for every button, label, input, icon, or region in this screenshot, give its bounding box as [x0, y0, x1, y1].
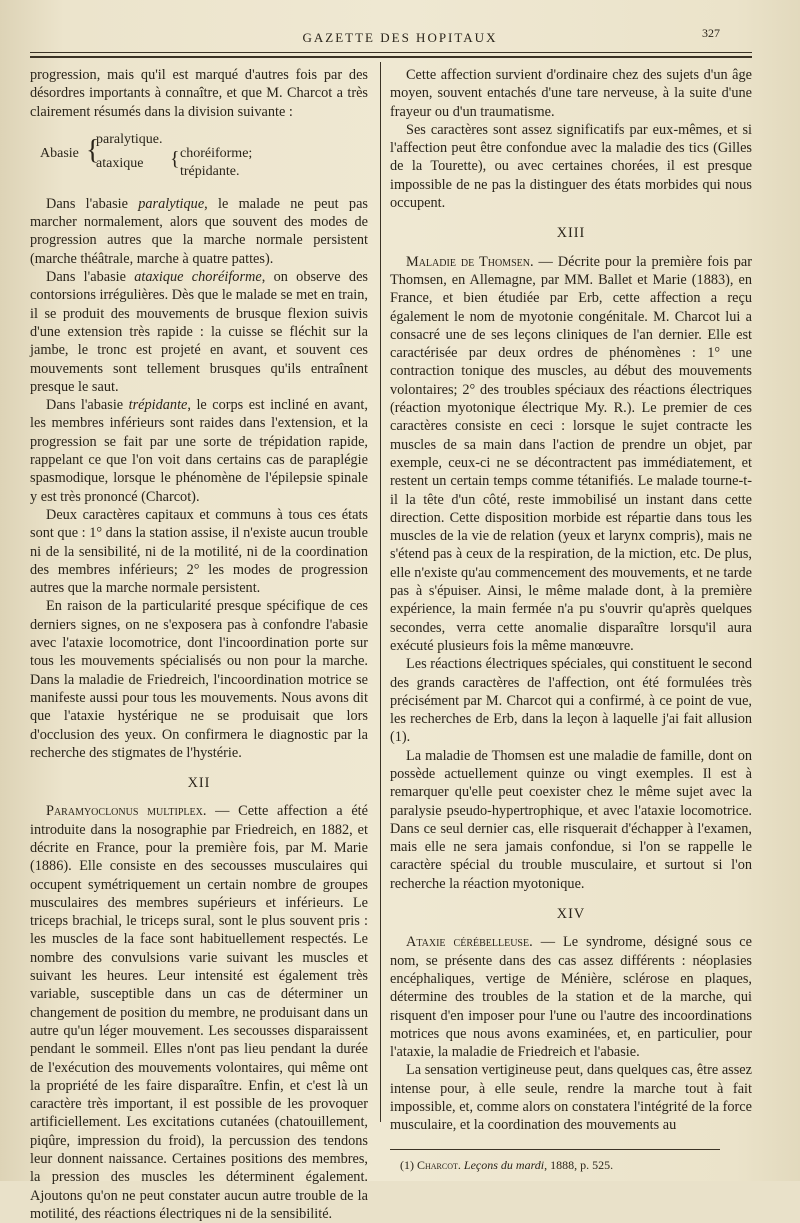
section-topic: Maladie de Thomsen.	[406, 253, 534, 270]
right-column	[390, 66, 752, 1173]
paragraph: Deux caractères capitaux et communs à tous ces états sont que : 1° dans la station assise, il n'existe aucun trouble ni de la sensibilité, ni de la motilité, ni de la coordination des membres inférieurs; 2° les modes de progression autres que la marche normale persistent.	[30, 506, 368, 597]
section-heading-xii: XII	[187, 775, 211, 792]
section-topic: Paramyoclonus multiplex.	[46, 803, 207, 820]
paragraph: Maladie de Thomsen. — Décrite pour la première fois par Thomsen, en Allemagne, par MM. Ballet et Marie (1883), en France, et bien étudiée par Erb, cette affection a reçu également le nom de myotonie congénitale. M. Charcot lui a consacré une de ses leçons cliniques de l'an dernier. Elle est caractérisée par deux ordres de phénomènes : 1° une contraction tonique des muscles, au début des mouvements volontaires; 2° des troubles spéciaux des réactions électriques (réaction myotonique électrique My. R.). Le premier de ces caractères consiste en ceci : lorsque le sujet contracte les muscles de sa main dans l'action de prendre un objet, par exemple, ceux-ci ne se décontractent pas immédiatement, et restent un certain temps comme tétanifiés. Le malade tourne-t-il la tête d'un côté, reste immobilisé un instant dans cette direction. Cette disposition morbide est répartie dans tous les muscles de la vie de relation (yeux et larynx compris), mais ne s'étend pas à ceux de la respiration, de la miction, etc. De plus, elle n'existe qu'au commencement des mouvements, et ne tarde pas à s'épuiser. Ainsi, le même malade dont, à la première expérience, la main fermée n'a pu s'ouvrir qu'après quelques secondes, verra cette anomalie disparaître lorsqu'il aura exécuté plusieurs fois la même manœuvre.	[390, 253, 752, 654]
paragraph: La sensation vertigineuse peut, dans quelques cas, être assez intense pour, à elle seule, rendre la marche tout à fait impossible, et, comme alors on constatera l'intégrité de la force musculaire, et la coordination des mouvements au	[390, 1062, 752, 1134]
journal-title: GAZETTE DES HOPITAUX	[302, 30, 498, 45]
classification-sub-1: choréiforme;	[180, 145, 253, 161]
header-rule-thin	[30, 52, 752, 53]
section-topic: Ataxie cérébelleuse.	[406, 934, 533, 951]
section-heading-xiii: XIII	[556, 225, 586, 242]
page-header	[0, 24, 800, 52]
paragraph: Paramyoclonus multiplex. — Cette affection a été introduite dans la nosographie par Friedreich, en 1882, et décrite en France, pour la première fois, par M. Marie (1886). Elle consiste en des secousses musculaires qui occupent symétriquement un certain nombre de groupes musculaires des membres supérieurs et inférieurs. Le triceps brachial, le triceps sural, sont le plus souvent pris : les muscles de la face sont habituellement respectés. Le nombre des convulsions varie suivant les muscles et suivant les heures. Leur intensité est également très variable, susceptible dans un cas de déterminer un changement de position du membre, ne produisant dans un autre qu'un léger mouvement. Les secousses disparaissent pendant le sommeil. Elles n'ont pas lieu pendant la durée de l'exécution des mouvements volontaires, qui même ont la propriété de les faire disparaître. Enfin, et c'est là un caractère très important, il est possible de les provoquer artificiellement. Les excitations cutanées (chatouillement, piqûre, impression du froid), la percussion des tendons leur donnent naissance. Certaines positions des membres, la pression des muscles les déterminent également. Ajoutons qu'on ne peut constater aucun autre trouble de la motilité, des réactions électriques ni de la sensibilité.	[30, 803, 369, 1222]
paragraph: Les réactions électriques spéciales, qui constituent le second des grands caractères de l'affection, ont été formulées très précisément par M. Charcot qui a confirmé, à ce point de vue, les recherches de Erb, dans la leçon à laquelle j'ai fait allusion (1).	[390, 656, 752, 746]
brace-glyph-small: {	[170, 147, 180, 170]
abasie-classification	[30, 127, 368, 183]
paragraph: Ataxie cérébelleuse. — Le syndrome, désigné sous ce nom, se présente dans des cas assez différents : néoplasies encéphaliques, vertige de Ménière, sclérose en plaques, détermine des troubles de la station et de la marche, qui risquent d'en imposer pour l'une ou l'autre des incoordinations motrices que nous avons examinées, et, en particulier, pour l'ataxie, la maladie de Friedreich et l'abasie.	[390, 934, 753, 1061]
paragraph: progression, mais qu'il est marqué d'autres fois par des désordres importants à connaître, et que M. Charcot a très clairement résumés dans la division suivante :	[30, 67, 368, 120]
column-separator	[380, 62, 381, 1122]
page-number: 327	[702, 26, 720, 40]
paragraph: En raison de la particularité presque spécifique de ces derniers signes, on ne s'exposera pas à confondre l'abasie avec l'ataxie locomotrice, dont l'incoordination porte sur tous les mouvements spécialisés ou non pour la marche. Dans la maladie de Friedreich, l'incoordination motrice se manifeste aussi pour tous les mouvements. Nous avons dit que l'ataxie hystérique ne se produisait que lors d'occlusion des yeux. On confirmera le diagnostic par la recherche des stigmates de l'hystérie.	[30, 598, 368, 761]
header-rule-thick	[30, 56, 752, 58]
classification-branch-1: paralytique.	[96, 131, 163, 147]
paragraph: Cette affection survient d'ordinaire chez des sujets d'un âge moyen, souvent entachés d'une tare nerveuse, à la suite d'une frayeur ou d'un traumatisme.	[390, 67, 752, 120]
classification-sub-2: trépidante.	[180, 163, 240, 179]
footnote-rule	[390, 1149, 720, 1150]
brace-glyph: {	[86, 134, 100, 166]
footnote: (1) Charcot. Leçons du mardi, 1888, p. 525.	[400, 1157, 614, 1172]
left-column	[30, 66, 368, 1223]
section-heading-xiv: XIV	[556, 906, 586, 923]
classification-main: Abasie	[40, 145, 79, 161]
paragraph: La maladie de Thomsen est une maladie de famille, dont on possède actuellement quinze ou vingt exemples. Il est à remarquer qu'elle peut coexister chez le même sujet avec la paralysie pseudo-hypertrophique, et avec l'ataxie locomotrice. Dans ce seul dernier cas, elle risquerait d'échapper à l'examen, mais elle ne sera jamais confondue, si l'on se rappelle le caractère spécial du trouble musculaire, et surtout si l'on recherche la réaction myotonique.	[390, 747, 752, 892]
paragraph: Dans l'abasie ataxique choréiforme, on observe des contorsions irrégulières. Dès que le malade se met en train, il se produit des mouvements de brusque flexion suivis d'une extension très rapide : la cuisse se fléchit sur la jambe, le tronc est projeté en avant, et souvent ces mouvements sont tellement brusques qu'ils entraînent presque le saut.	[30, 269, 368, 395]
paragraph: Ses caractères sont assez significatifs par eux-mêmes, et si l'affection peut être confondue avec la maladie des tics (Gilles de la Tourette), ou avec certaines chorées, il est presque impossible de ne pas la distinguer des états morbides qui nous occupent.	[390, 121, 752, 212]
classification-branch-2: ataxique	[96, 155, 144, 171]
paragraph: Dans l'abasie trépidante, le corps est incliné en avant, les membres inférieurs sont raides dans l'extension, et la progression se fait par une sorte de trépidation rapide, rappelant ce que l'on voit dans certains cas de paraplégie spasmodique, lorsque le phénomène de l'épilepsie spinale y est très prononcé (Charcot).	[30, 397, 368, 505]
paragraph: Dans l'abasie paralytique, le malade ne peut pas marcher normalement, alors que souvent des modes de progression autres que la marche normale persistent (marche théâtrale, marche à quatre pattes).	[30, 195, 368, 267]
